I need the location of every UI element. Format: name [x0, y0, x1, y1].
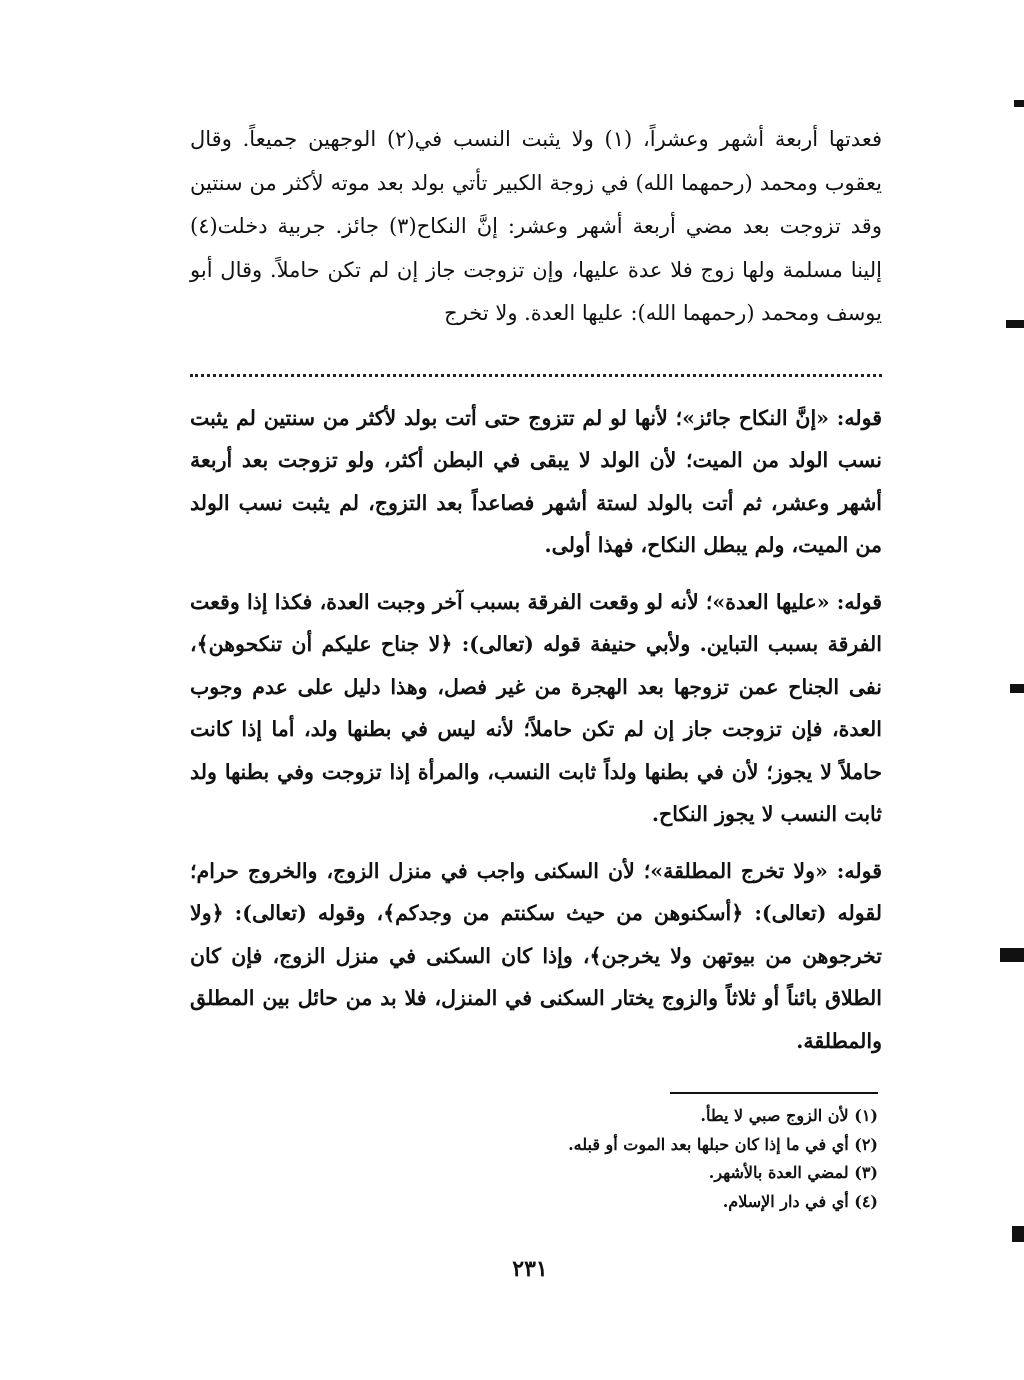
scan-edge-mark: [1014, 100, 1024, 107]
scan-edge-mark: [1006, 320, 1024, 328]
scan-edge-mark: [1010, 684, 1024, 693]
main-text: فعدتها أربعة أشهر وعشراً، (١) ولا يثبت النسب في(٢) الوجهين جميعاً. وقال يعقوب ومحمد (رحمهما الله) في زوجة الكبير تأتي بولد بعد موته لأكثر من سنتين وقد تزوجت بعد مضي أربعة أشهر وعشر: إنَّ النكاح(٣) جائز. جربية دخلت(٤) إلينا مسلمة ولها زوج فلا عدة عليها، وإن تزوجت جاز إن لم تكن حاملاً. وقال أبو يوسف ومحمد (رحمهما الله): عليها العدة. ولا تخرج: [190, 127, 882, 325]
commentary-paragraph-2: قوله: «عليها العدة»؛ لأنه لو وقعت الفرقة بسبب آخر وجبت العدة، فكذا إذا وقعت الفرقة بسبب التباين. ولأبي حنيفة قوله (تعالى): ﴿لا جناح عليكم أن تنكحوهن﴾، نفى الجناح عمن تزوجها بعد الهجرة من غير فصل، وهذا دليل على عدم وجوب العدة، فإن تزوجت جاز إن لم تكن حاملاً؛ لأنه ليس في بطنها ولد، أما إذا كانت حاملاً لا يجوز؛ لأن في بطنها ولداً ثابت النسب، والمرأة إذا تزوجت وفي بطنها ولد ثابت النسب لا يجوز النكاح.: [190, 589, 882, 826]
commentary-paragraph-1: قوله: «إنَّ النكاح جائز»؛ لأنها لو لم تتزوج حتى أتت بولد لأكثر من سنتين لم يثبت نسب الولد من الميت؛ لأن الولد لا يبقى في البطن أكثر، ولو تزوجت بعد أربعة أشهر وعشر، ثم أتت بالولد لستة أشهر فصاعداً بعد التزوج، لم يثبت نسب الولد من الميت، ولم يبطل النكاح، فهذا أولى.: [190, 405, 882, 557]
footnote-3: (٣) لمضي العدة بالأشهر.: [708, 1163, 878, 1182]
scan-edge-mark: [1012, 1226, 1024, 1242]
commentary-section: [190, 397, 882, 1063]
footnote-2: (٢) أي في ما إذا كان حبلها بعد الموت أو قبله.: [568, 1134, 878, 1154]
footnotes-list: [318, 1102, 878, 1216]
dotted-separator: [190, 366, 882, 377]
footnote-1: (١) لأن الزوج صبي لا يطأ.: [700, 1106, 878, 1125]
commentary-paragraph-3: قوله: «ولا تخرج المطلقة»؛ لأن السكنى واجب في منزل الزوج، والخروج حرام؛ لقوله (تعالى): ﴿أسكنوهن من حيث سكنتم من وجدكم﴾، وقوله (تعالى): ﴿ولا تخرجوهن من بيوتهن ولا يخرجن﴾، وإذا كان السكنى في منزل الزوج، فإن كان الطلاق بائناً أو ثلاثاً والزوج يختار السكنى في المنزل، فلا بد من حائل بين المطلق والمطلقة.: [190, 858, 882, 1053]
page-number: ٢٣١: [512, 1256, 548, 1282]
scan-edge-mark: [1000, 948, 1024, 962]
page-body: [190, 118, 882, 1076]
footnote-rule: [670, 1092, 878, 1094]
footnote-4: (٤) أي في دار الإسلام.: [722, 1191, 878, 1211]
